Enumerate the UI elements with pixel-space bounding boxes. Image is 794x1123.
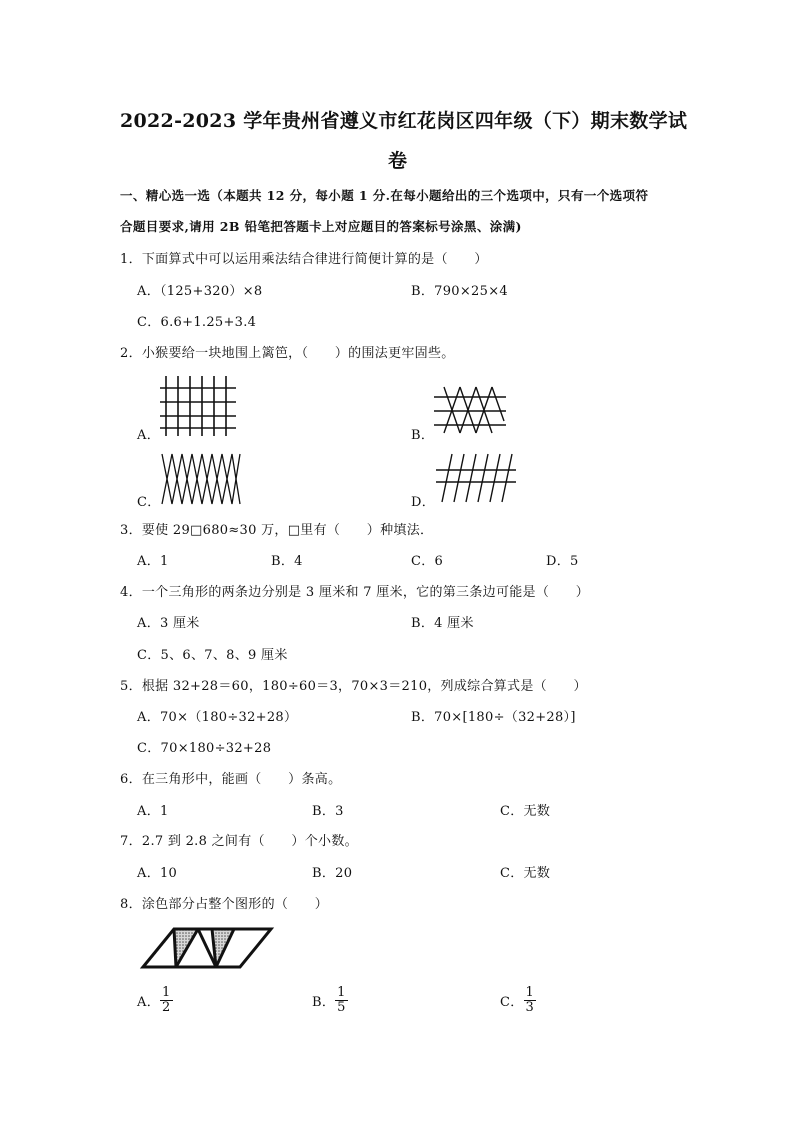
page-title-line1: 2022-2023 学年贵州省遵义市红花岗区四年级（下）期末数学试 — [120, 110, 688, 132]
fraction-one-third — [524, 986, 537, 1015]
q8-b-denominator: 5 — [337, 1000, 346, 1015]
q5-option-a[interactable]: A．70×（180÷32+28） — [137, 710, 298, 725]
q4-option-c[interactable]: C．5、6、7、8、9 厘米 — [137, 648, 288, 663]
q2-option-c[interactable]: C． — [137, 495, 161, 510]
q4-option-b[interactable]: B．4 厘米 — [411, 616, 474, 631]
question-7: 7．2.7 到 2.8 之间有（ ）个小数。 — [120, 834, 358, 849]
q7-option-c[interactable]: C．无数 — [500, 866, 551, 881]
q4-option-a[interactable]: A．3 厘米 — [137, 616, 200, 631]
question-4: 4．一个三角形的两条边分别是 3 厘米和 7 厘米，它的第三条边可能是（ ） — [120, 585, 590, 600]
q8-option-b[interactable] — [312, 986, 348, 1015]
question-3: 3．要使 29□680≈30 万，□里有（ ）种填法． — [120, 523, 434, 538]
q6-option-b[interactable]: B．3 — [312, 804, 344, 819]
q8-b-numerator: 1 — [337, 985, 346, 1000]
parallelogram-shaded-icon — [140, 926, 274, 970]
page-title-line2: 卷 — [388, 150, 408, 172]
q1-option-c[interactable]: C．6.6+1.25+3.4 — [137, 315, 257, 330]
q2-option-d[interactable]: D． — [411, 495, 436, 510]
section-heading-line2: 合题目要求,请用 2B 铅笔把答题卡上对应题目的答案标号涂黑、涂满) — [120, 219, 522, 234]
q6-option-c[interactable]: C．无数 — [500, 804, 551, 819]
q6-option-a[interactable]: A．1 — [137, 804, 169, 819]
q8-option-c-label: C． — [500, 995, 524, 1010]
q7-option-a[interactable]: A．10 — [137, 866, 178, 881]
grid-fence-icon — [160, 374, 238, 438]
q5-option-c[interactable]: C．70×180÷32+28 — [137, 741, 272, 756]
q8-a-numerator: 1 — [162, 985, 171, 1000]
q1-option-a[interactable]: A．（125+320）×8 — [137, 284, 263, 299]
q8-c-numerator: 1 — [525, 985, 535, 1000]
q3-option-c[interactable]: C．6 — [411, 554, 444, 569]
fraction-one-half — [160, 986, 173, 1015]
q7-option-b[interactable]: B．20 — [312, 866, 353, 881]
question-5: 5．根据 32+28＝60，180÷60＝3，70×3＝210，列成综合算式是（ ） — [120, 679, 587, 694]
q3-option-b[interactable]: B．4 — [271, 554, 303, 569]
section-heading-line1: 一、精心选一选（本题共 12 分，每小题 1 分.在每小题给出的三个选项中，只有一个选项符 — [120, 188, 649, 203]
triangle-fence-icon — [434, 385, 508, 435]
q5-option-b[interactable]: B．70×[180÷（32+28）] — [411, 710, 576, 725]
q2-option-a[interactable]: A． — [137, 428, 160, 443]
q3-option-a[interactable]: A．1 — [137, 554, 169, 569]
q8-option-b-label: B． — [312, 995, 336, 1010]
q2-option-b[interactable]: B． — [411, 428, 435, 443]
q8-option-a-label: A． — [137, 995, 160, 1010]
q8-option-a[interactable] — [137, 986, 173, 1015]
q1-option-b[interactable]: B．790×25×4 — [411, 284, 508, 299]
fraction-one-fifth — [335, 986, 348, 1015]
q8-c-denominator: 3 — [525, 1000, 535, 1015]
q3-option-d[interactable]: D．5 — [546, 554, 579, 569]
question-1: 1．下面算式中可以运用乘法结合律进行简便计算的是（ ） — [120, 252, 488, 267]
question-6: 6．在三角形中，能画（ ）条高。 — [120, 772, 342, 787]
slanted-fence-icon — [436, 452, 518, 504]
question-8: 8．涂色部分占整个图形的（ ） — [120, 897, 329, 912]
question-2: 2．小猴要给一块地围上篱笆，（ ）的围法更牢固些。 — [120, 346, 455, 361]
zigzag-fence-icon — [160, 452, 242, 506]
q8-option-c[interactable] — [500, 986, 536, 1015]
q8-a-denominator: 2 — [162, 1000, 171, 1015]
